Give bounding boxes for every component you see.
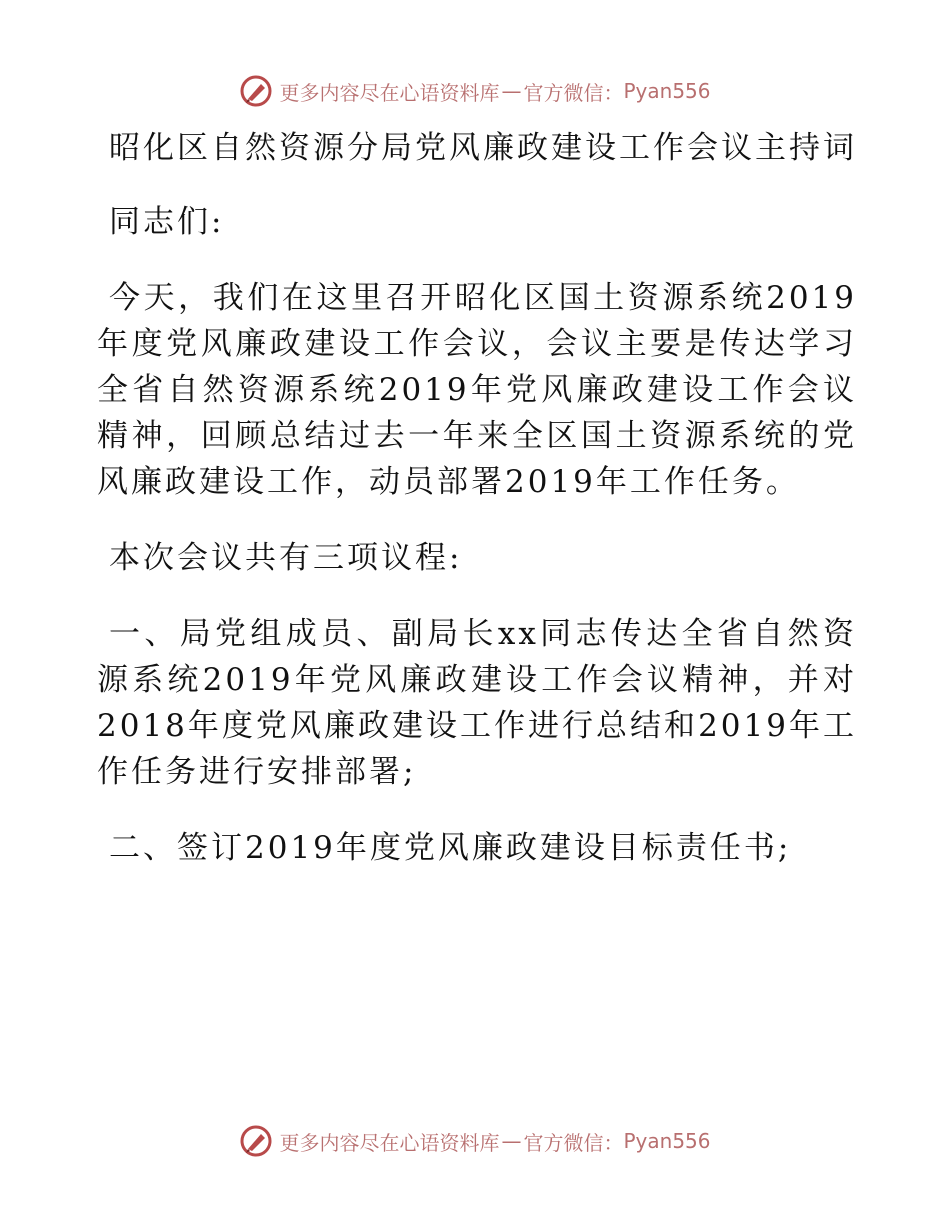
watermark-text: 更多内容尽在心语资料库	[279, 80, 500, 105]
paragraph-opening: 今天，我们在这里召开昭化区国土资源系统2019年度党风廉政建设工作会议，会议主要是传达学习全省自然资源系统2019年党风廉政建设工作会议精神，回顾总结过去一年来全区国土资源系统的党风廉政建设工作，动员部署2019年工作任务。	[97, 280, 857, 500]
watermark-text: 更多内容尽在心语资料库	[279, 1130, 500, 1155]
footer-watermark	[0, 1124, 950, 1158]
watermark-official: 官方微信：	[523, 80, 624, 105]
pen-logo-icon	[239, 1124, 273, 1158]
header-watermark	[0, 74, 950, 108]
watermark-official: 官方微信：	[523, 1130, 624, 1155]
document-body	[97, 125, 857, 901]
salutation: 同志们:	[109, 204, 225, 240]
watermark-separator: —	[501, 1129, 522, 1153]
pen-logo-icon	[239, 74, 273, 108]
watermark-id: Pyan556	[623, 79, 711, 103]
document-title: 昭化区自然资源分局党风廉政建设工作会议主持词	[109, 130, 857, 166]
watermark-id: Pyan556	[623, 1129, 711, 1153]
paragraph-agenda-item-2: 二、签订2019年度党风廉政建设目标责任书;	[109, 830, 792, 866]
paragraph-agenda-item-1: 一、局党组成员、副局长xx同志传达全省自然资源系统2019年党风廉政建设工作会议精神，并对2018年度党风廉政建设工作进行总结和2019年工作任务进行安排部署;	[97, 616, 857, 790]
watermark-separator: —	[501, 79, 522, 103]
paragraph-agenda-intro: 本次会议共有三项议程:	[109, 540, 463, 576]
